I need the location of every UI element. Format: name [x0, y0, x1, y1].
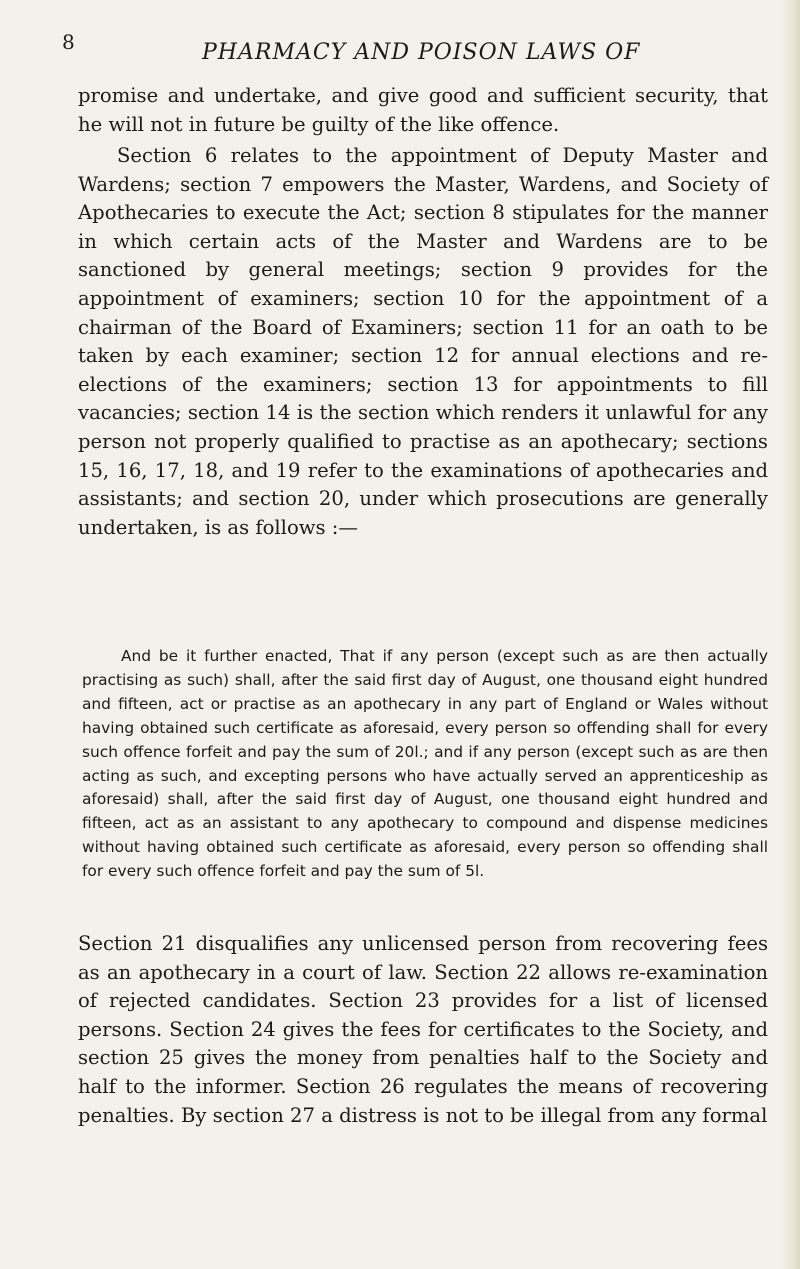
paragraph-sections-summary: Section 6 relates to the appointment of Deputy Master and Wardens; section 7 empowers the Master, Wardens, and Society of Apothecaries to execute the Act; section 8 stipulates for the manner in which certain acts of the Master and Wardens are to be sanctioned by general meetings; section 9 provides for the appointment of examiners; section 10 for the appointment of a chairman of the Board of Examiners; section 11 for an oath to be taken by each examiner; section 12 for annual elections and re-elections of the examiners; section 13 for appointments to fill vacancies; section 14 is the section which renders it unlawful for any person not properly qualified to practise as an apothecary; sections 15, 16, 17, 18, and 19 refer to the examinations of apothecaries and assistants; and section 20, under which prosecutions are generally undertaken, is as follows :—: [78, 144, 768, 539]
paragraph-sections-21-27: Section 21 disqualifies any unlicensed person from recovering fees as an apothecary in a court of law. Section 22 allows re-examination of rejected candidates. Section 23 provides for a list of licensed persons. Section 24 gives the fees for certificates to the Society, and section 25 gives the money from penalties half to the Society and half to the informer. Section 26 regulates the means of recovering penalties. By section 27 a distress is not to be illegal from any formal: [78, 932, 768, 1127]
running-head: [62, 22, 740, 65]
quoted-statute-section-20: And be it further enacted, That if any person (except such as are then actually practising as such) shall, after the said first day of August, one thousand eight hundred and fifteen, act or practise as an apothecary in any part of England or Wales without having obtained such certificate as aforesaid, every person so offending shall for every such offence forfeit and pay the sum of 20l.; and if any person (except such as are then acting as such, and excepting persons who have actually served an apprenticeship as aforesaid) shall, after the said first day of August, one thousand eight hundred and fifteen, act as an assistant to any apothecary to compound and dispense medicines without having obtained such certificate as aforesaid, every person so offending shall for every such offence forfeit and pay the sum of 5l.: [82, 647, 768, 881]
page-edge-shadow: [782, 0, 800, 1269]
paragraph-continued: promise and undertake, and give good and sufficient security, that he will not in future be guilty of the like offence.: [78, 84, 768, 136]
page-number: 8: [62, 30, 75, 54]
running-title: PHARMACY AND POISON LAWS OF: [202, 40, 641, 65]
